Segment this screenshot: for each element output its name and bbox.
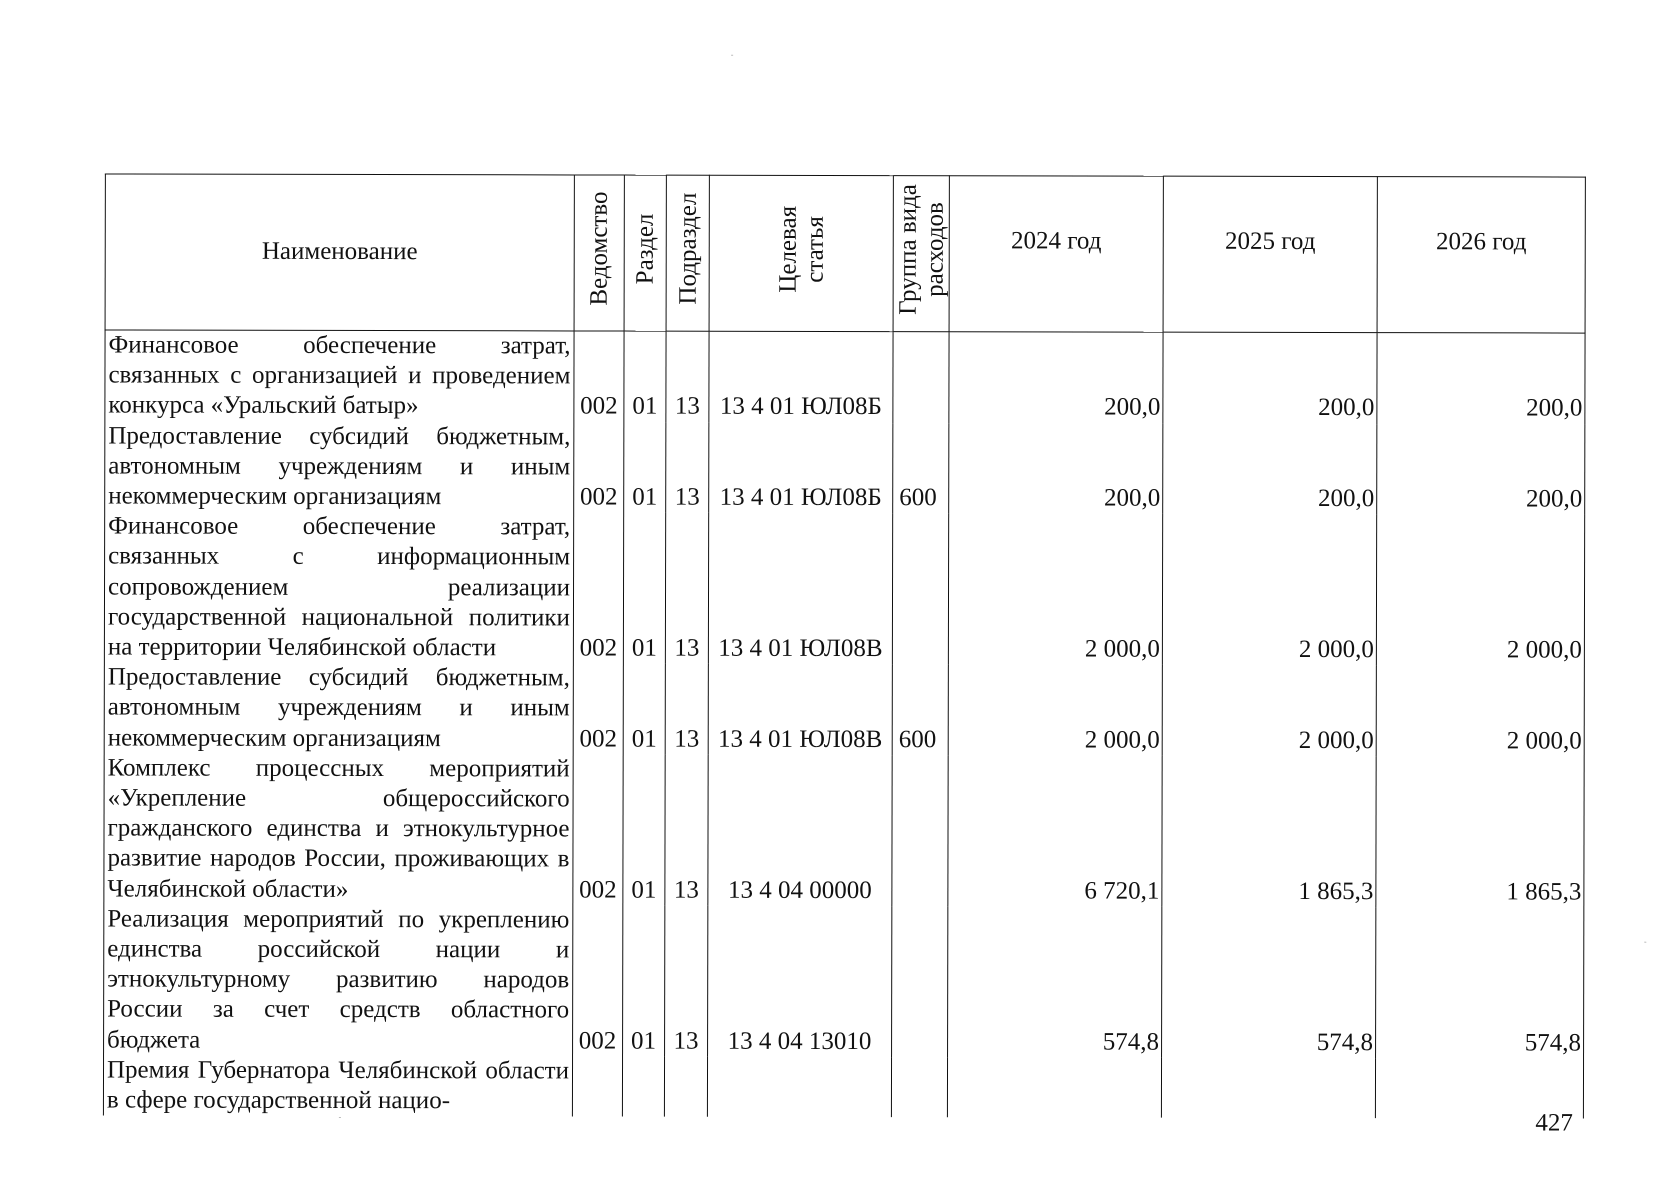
- row-section: [622, 1056, 664, 1116]
- header-department: Ведомство: [574, 175, 624, 331]
- row-section: 01: [623, 905, 665, 1056]
- table-header-row: [105, 174, 1585, 333]
- table-row: [103, 1055, 1583, 1119]
- row-department: 002: [573, 905, 623, 1056]
- row-expense-group: [891, 1057, 947, 1118]
- row-name: Финансовое обеспечение затрат, связанных с организацией и проведением конкурса «Уральский батыр»: [105, 330, 574, 422]
- row-section: 01: [624, 331, 666, 422]
- row-subsection: 13: [665, 513, 708, 664]
- row-value-2024: 574,8: [948, 906, 1162, 1057]
- row-name: Реализация мероприятий по укреплению единства российской нации и этнокультурному развитию народов России за счет средств областного бюджета: [104, 904, 573, 1056]
- table-row: [104, 904, 1584, 1058]
- page-number: 427: [1535, 1109, 1573, 1137]
- row-value-2025: 574,8: [1162, 907, 1376, 1058]
- row-expense-group: [892, 906, 948, 1057]
- row-department: [572, 1056, 622, 1117]
- row-name: Комплекс процессных мероприятий «Укрепление общероссийского гражданского единства и этнокультурное развитие народов России, проживающих в Челябинской области»: [104, 753, 573, 905]
- row-name: Предоставление субсидий бюджетным, автономным учреждениям и иным некоммерческим организациям: [105, 421, 574, 513]
- row-department: 002: [573, 754, 623, 905]
- row-value-2026: 200,0: [1377, 424, 1585, 515]
- row-expense-group: [893, 332, 949, 423]
- row-value-2025: 1 865,3: [1162, 756, 1376, 907]
- table-row: [104, 753, 1584, 907]
- row-target: [707, 1057, 891, 1118]
- row-subsection: [664, 1057, 707, 1117]
- row-subsection: 13: [665, 905, 708, 1056]
- row-value-2024: 2 000,0: [948, 513, 1162, 664]
- row-value-2025: 2 000,0: [1162, 665, 1376, 756]
- row-department: 002: [574, 331, 624, 422]
- row-target: 13 4 04 00000: [708, 755, 892, 906]
- row-expense-group: [892, 755, 948, 906]
- header-name: Наименование: [105, 174, 574, 331]
- row-name: Предоставление субсидий бюджетным, автономным учреждениям и иным некоммерческим организациям: [104, 663, 573, 755]
- row-value-2024: 2 000,0: [948, 664, 1162, 755]
- row-value-2025: [1161, 1058, 1375, 1119]
- row-target: 13 4 01 ЮЛ08В: [708, 513, 892, 664]
- header-subsection: Подраздел: [666, 175, 709, 331]
- table-row: [105, 421, 1585, 515]
- scan-speck: [1644, 942, 1646, 943]
- row-value-2024: [947, 1057, 1161, 1118]
- row-target: 13 4 01 ЮЛ08В: [708, 664, 892, 755]
- row-subsection: 13: [665, 664, 708, 755]
- header-year-2025: 2025 год: [1163, 176, 1377, 332]
- row-department: 002: [573, 664, 623, 755]
- table-row: [104, 663, 1584, 757]
- row-value-2025: 200,0: [1163, 332, 1377, 424]
- row-name: Премия Губернатора Челябинской области в сфере государственной нацио-: [103, 1055, 572, 1116]
- row-target: 13 4 01 ЮЛ08Б: [709, 331, 893, 422]
- row-name: Финансовое обеспечение затрат, связанных с информационным сопровождением реализации государственной национальной политики на территории Челябинской области: [104, 512, 573, 664]
- row-subsection: 13: [666, 422, 709, 513]
- header-target: Целевая статья: [709, 175, 893, 331]
- table-row: [105, 330, 1585, 424]
- header-section: Раздел: [624, 175, 666, 331]
- row-expense-group: 600: [892, 664, 948, 755]
- row-section: 01: [623, 664, 665, 755]
- row-value-2026: 2 000,0: [1376, 514, 1584, 665]
- header-year-2026: 2026 год: [1377, 177, 1585, 333]
- row-section: 01: [623, 513, 665, 664]
- row-subsection: 13: [665, 754, 708, 905]
- budget-table: [103, 173, 1586, 1118]
- row-value-2025: 2 000,0: [1162, 514, 1376, 665]
- header-expense-group: Группа вида расходов: [893, 176, 949, 332]
- row-section: 01: [624, 422, 666, 513]
- row-target: 13 4 01 ЮЛ08Б: [709, 422, 893, 513]
- row-department: 002: [574, 422, 624, 513]
- row-value-2025: 200,0: [1163, 423, 1377, 514]
- header-year-2024: 2024 год: [949, 176, 1163, 332]
- scan-speck: [731, 55, 733, 56]
- scan-speck: [339, 1117, 341, 1118]
- row-value-2026: 2 000,0: [1376, 665, 1584, 756]
- row-expense-group: [892, 513, 948, 664]
- row-subsection: 13: [666, 331, 709, 422]
- row-target: 13 4 04 13010: [708, 906, 892, 1057]
- row-department: 002: [573, 513, 623, 664]
- row-value-2026: 1 865,3: [1376, 756, 1584, 907]
- row-expense-group: 600: [893, 423, 949, 514]
- table-row: [104, 512, 1584, 666]
- row-value-2024: 200,0: [949, 423, 1163, 514]
- row-value-2026: 574,8: [1376, 907, 1584, 1058]
- row-value-2026: 200,0: [1377, 333, 1585, 425]
- row-value-2024: 200,0: [949, 332, 1163, 424]
- row-value-2024: 6 720,1: [948, 755, 1162, 906]
- row-section: 01: [623, 754, 665, 905]
